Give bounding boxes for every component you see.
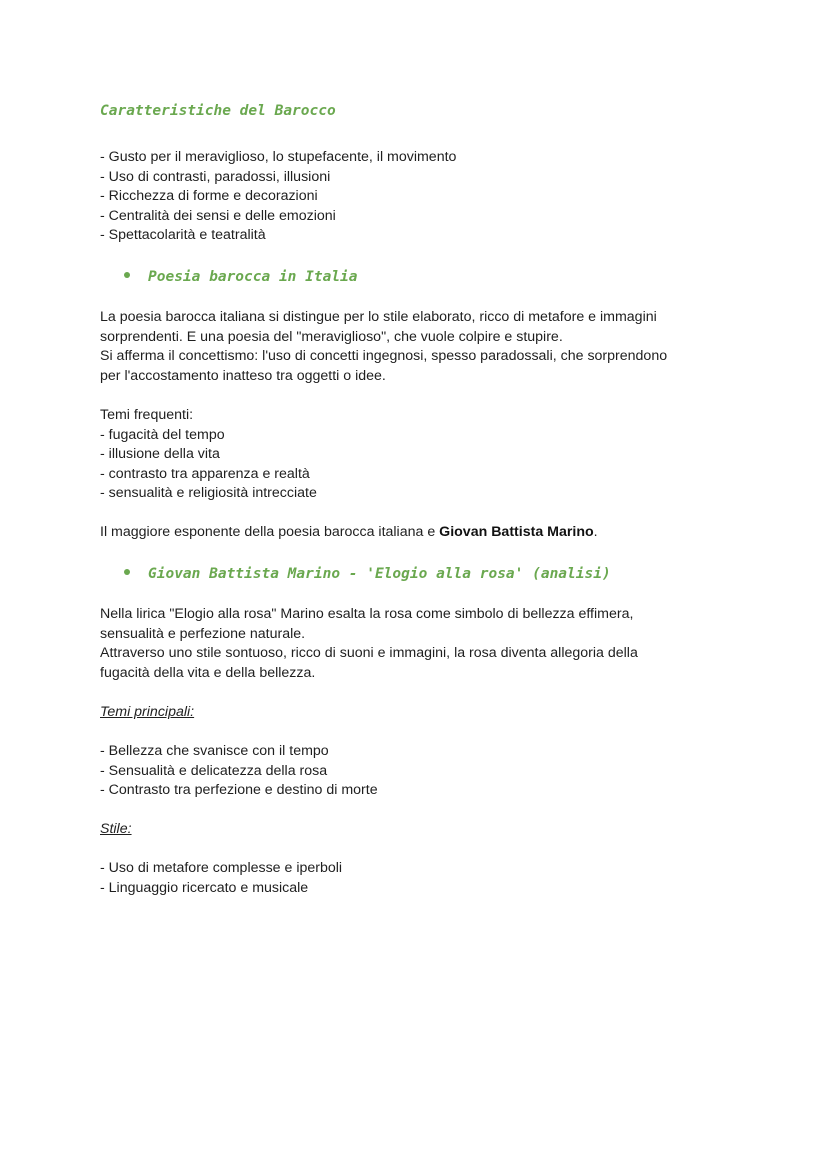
list-item: - illusione della vita: [100, 446, 220, 463]
characteristics-list: [100, 148, 456, 246]
section-heading-marino: [124, 565, 611, 585]
section2-style-label-wrap: [100, 820, 740, 840]
paragraph-line: fugacità della vita e della bellezza.: [100, 664, 316, 681]
list-item: - Uso di contrasti, paradossi, illusioni: [100, 168, 331, 185]
exponent-sentence: [100, 523, 740, 543]
list-item: - Uso di metafore complesse e iperboli: [100, 860, 343, 876]
paragraph-line: per l'accostamento inatteso tra oggetti o idee.: [100, 367, 386, 384]
section2-themes: [100, 742, 740, 801]
heading-text: Poesia barocca in Italia: [148, 269, 358, 285]
paragraph-line: Nella lirica "Elogio alla rosa" Marino esalta la rosa come simbolo di bellezza effimera,: [100, 606, 634, 622]
bullet-icon: [124, 272, 130, 278]
section1-intro: [100, 308, 740, 386]
exponent-end: .: [593, 524, 598, 540]
list-item: - contrasto tra apparenza e realtà: [100, 465, 310, 482]
paragraph-line: Si afferma il concettismo: l'uso di concetti ingegnosi, spesso paradossali, che sorprendono: [100, 348, 668, 365]
list-item: - Ricchezza di forme e decorazioni: [100, 188, 318, 205]
exponent-text: Il maggiore esponente della poesia barocca italiana e: [100, 524, 440, 540]
section2-themes-label-wrap: [100, 703, 740, 723]
section2-style-list: [100, 859, 740, 898]
exponent-name: Giovan Battista Marino: [439, 524, 594, 540]
paragraph-line: La poesia barocca italiana si distingue per lo stile elaborato, ricco di metafore e immagini: [100, 309, 657, 325]
section-heading-poesia: [124, 268, 358, 288]
paragraph-line: Attraverso uno stile sontuoso, ricco di suoni e immagini, la rosa diventa allegoria della: [100, 645, 638, 662]
list-item: - Bellezza che svanisce con il tempo: [100, 743, 329, 759]
section1-themes: [100, 406, 740, 504]
list-item: - sensualità e religiosità intrecciate: [100, 485, 317, 502]
document-title: Caratteristiche del Barocco: [100, 103, 336, 119]
list-item: - fugacità del tempo: [100, 426, 225, 443]
list-item: - Sensualità e delicatezza della rosa: [100, 762, 328, 779]
style-label: Stile:: [100, 821, 132, 837]
bullet-icon: [124, 569, 130, 575]
paragraph-line: sensualità e perfezione naturale.: [100, 625, 306, 642]
list-item: - Centralità dei sensi e delle emozioni: [100, 207, 336, 224]
list-item: - Linguaggio ricercato e musicale: [100, 879, 309, 896]
list-item: - Gusto per il meraviglioso, lo stupefacente, il movimento: [100, 149, 457, 165]
themes-label: Temi principali:: [100, 704, 195, 720]
themes-label: Temi frequenti:: [100, 407, 194, 423]
section2-intro: [100, 605, 740, 683]
list-item: - Contrasto tra perfezione e destino di morte: [100, 782, 378, 799]
heading-text: Giovan Battista Marino - 'Elogio alla rosa' (analisi): [148, 566, 611, 582]
paragraph-line: sorprendenti. E una poesia del "meraviglioso", che vuole colpire e stupire.: [100, 328, 563, 345]
list-item: - Spettacolarità e teatralità: [100, 227, 266, 244]
